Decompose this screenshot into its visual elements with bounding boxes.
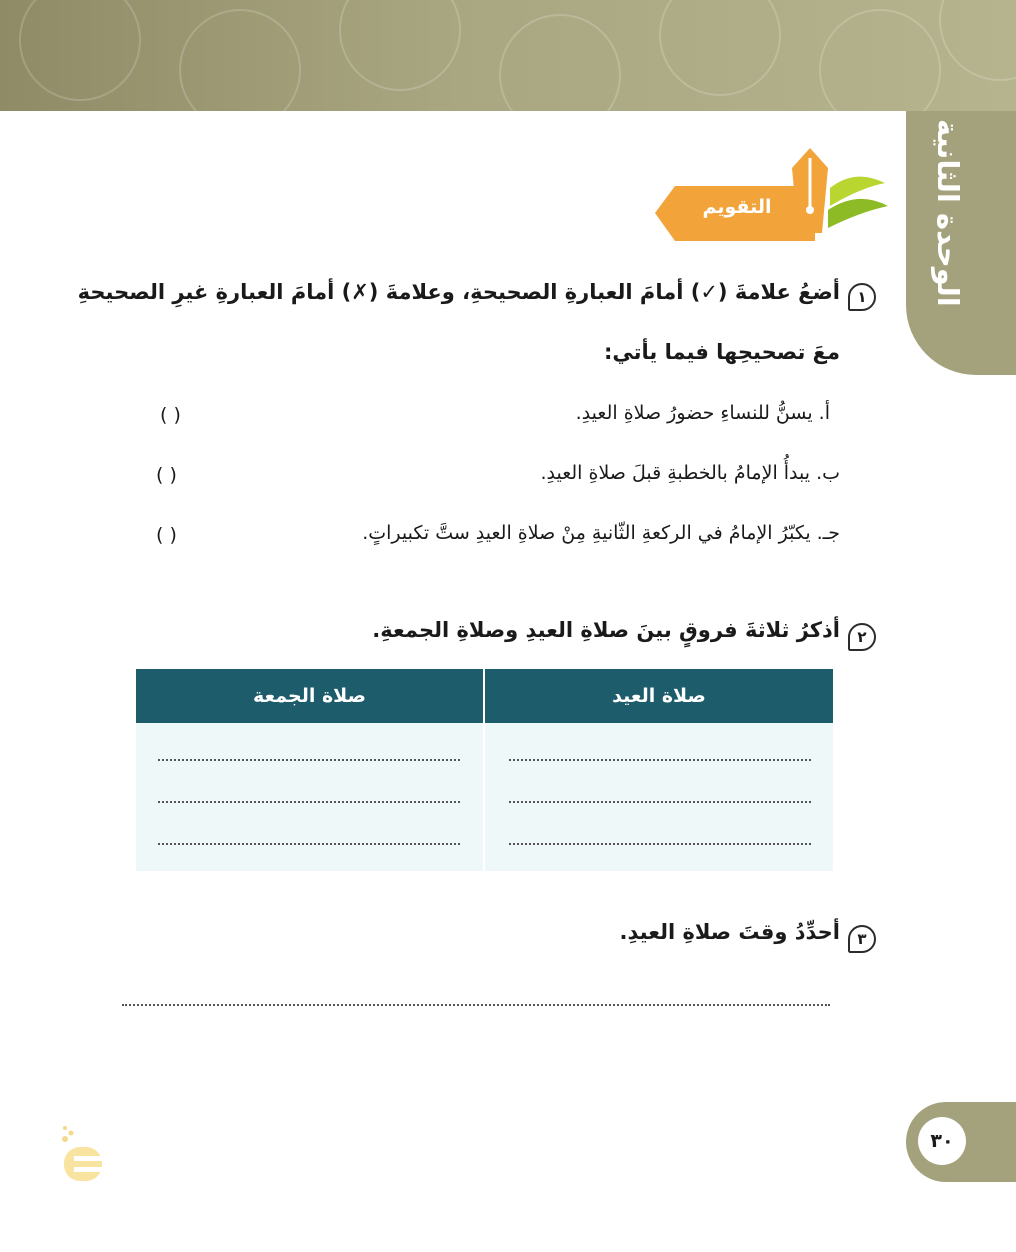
pen-icon [770,148,890,243]
answer-box-a[interactable]: ( ) [160,404,181,426]
answer-line[interactable] [158,747,460,761]
page-number: ٣٠ [918,1117,966,1165]
header-band [0,0,1016,111]
statement-c: جـ. يكبّرُ الإمامُ في الركعةِ الثّانيةِ مِنْ صلاةِ العيدِ ستَّ تكبيراتٍ. [362,522,840,544]
answer-line[interactable] [509,789,811,803]
question-1-text-line1: أضعُ علامةَ (✓) أمامَ العبارةِ الصحيحةِ، وعلامةَ (✗) أمامَ العبارةِ غيرِ الصحيحةِ [77,280,840,304]
question-3-number: ٣ [848,925,876,953]
statement-b: ب. يبدأُ الإمامُ بالخطبةِ قبلَ صلاةِ العيدِ. [540,462,840,484]
question-1-text-line2: معَ تصحيحِها فيما يأتي: [603,340,840,364]
section-badge-label: التقويم [702,196,772,218]
publisher-logo-icon [60,1125,106,1185]
answer-line[interactable] [509,831,811,845]
answer-line[interactable] [158,789,460,803]
answer-box-b[interactable]: ( ) [156,464,177,486]
table-header-jumuah: صلاة الجمعة [136,669,483,723]
question-2-number: ٢ [848,623,876,651]
question-3-text: أحدِّدُ وقتَ صلاةِ العيدِ. [619,920,840,944]
answer-box-c[interactable]: ( ) [156,524,177,546]
table-cell-jumuah[interactable] [136,723,483,871]
table-header-eid: صلاة العيد [485,669,833,723]
question-1-number: ١ [848,283,876,311]
answer-line-q3[interactable] [122,992,830,1006]
pattern-decoration [0,0,1016,111]
statement-a: أ. يسنُّ للنساءِ حضورُ صلاةِ العيدِ. [575,402,830,424]
table-cell-eid[interactable] [485,723,833,871]
answer-line[interactable] [509,747,811,761]
question-2-text: أذكرُ ثلاثةَ فروقٍ بينَ صلاةِ العيدِ وصلاةِ الجمعةِ. [372,618,840,642]
answer-line[interactable] [158,831,460,845]
comparison-table [136,669,833,871]
unit-title: الوحدة الثانية [931,119,965,307]
